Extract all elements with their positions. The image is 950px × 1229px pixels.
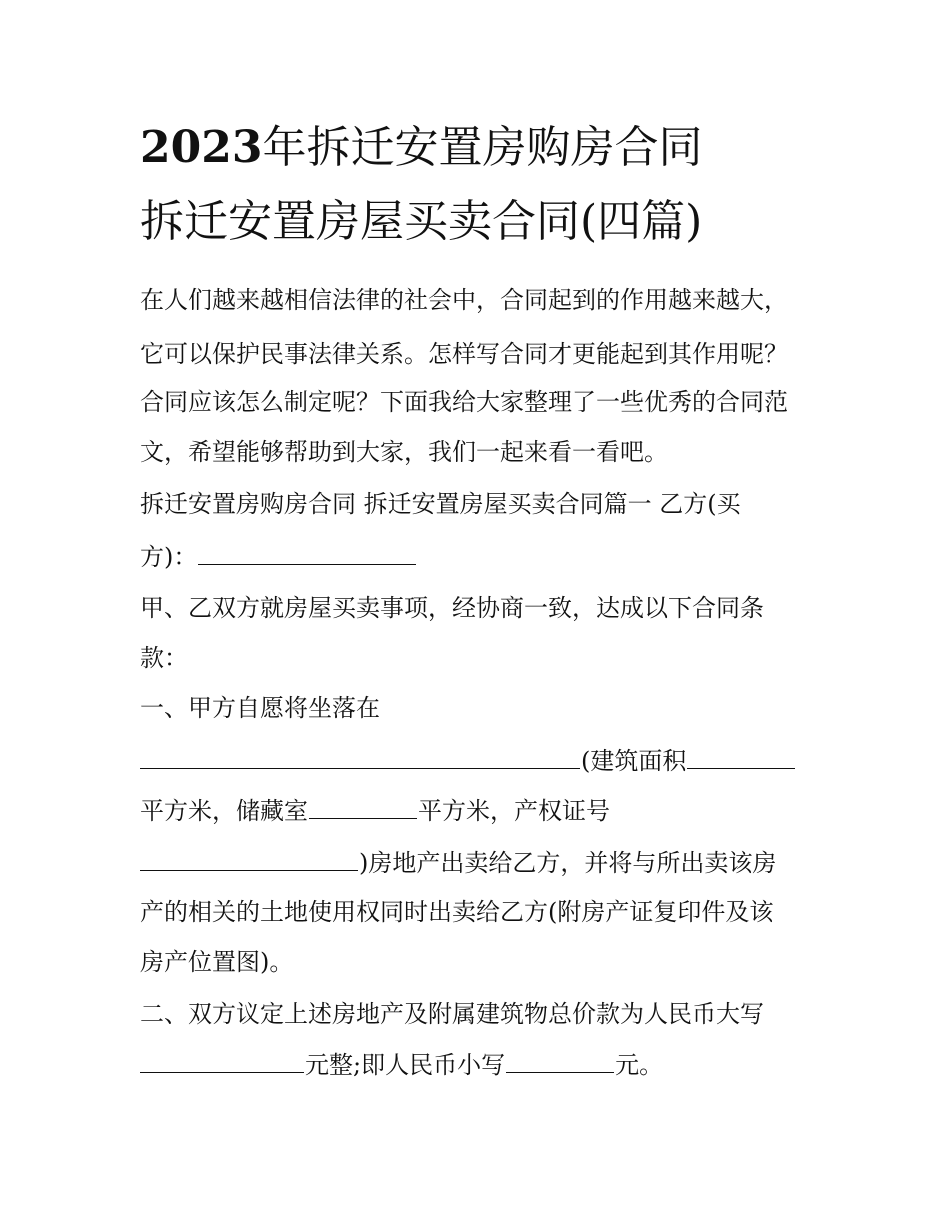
price-lowercase-blank[interactable]	[506, 1048, 614, 1073]
agreement-line-2: 款：	[140, 644, 188, 672]
price-uppercase-suffix: 元整;即人民币小写	[305, 1051, 506, 1079]
title-line-1-text: 年拆迁安置房购房合同	[262, 122, 703, 173]
building-area-label: (建筑面积	[581, 747, 687, 775]
clause-1-line-1: 一、甲方自愿将坐落在	[140, 694, 380, 722]
location-blank[interactable]	[140, 744, 580, 769]
intro-line-1: 在人们越来越相信法律的社会中，合同起到的作用越来越大，	[140, 286, 788, 314]
clause-1-sale-text: )房地产出卖给乙方，并将与所出卖该房	[359, 849, 777, 877]
clause-1-line-2	[140, 744, 820, 777]
clause-1-line-3	[140, 794, 820, 827]
agreement-line-1: 甲、乙双方就房屋买卖事项，经协商一致，达成以下合同条	[140, 594, 764, 622]
storage-label: 平方米，储藏室	[140, 797, 308, 825]
intro-line-2: 它可以保护民事法律关系。怎样写合同才更能起到其作用呢？	[140, 340, 788, 368]
price-lowercase-suffix: 元。	[615, 1051, 664, 1079]
clause-1-line-4	[140, 846, 820, 879]
clause-2-line-1: 二、双方议定上述房地产及附属建筑物总价款为人民币大写	[140, 1000, 764, 1028]
clause-1-line-5: 产的相关的土地使用权同时出卖给乙方(附房产证复印件及该	[140, 898, 774, 926]
intro-line-4: 文，希望能够帮助到大家，我们一起来看一看吧。	[140, 438, 668, 466]
price-uppercase-blank[interactable]	[140, 1048, 304, 1073]
intro-line-3: 合同应该怎么制定呢？下面我给大家整理了一些优秀的合同范	[140, 388, 788, 416]
storage-area-blank[interactable]	[309, 794, 417, 819]
building-area-blank[interactable]	[687, 744, 795, 769]
title-year: 2023	[140, 122, 263, 173]
clause-2-line-2	[140, 1048, 820, 1081]
section-heading-1: 拆迁安置房购房合同 拆迁安置房屋买卖合同篇一 乙方(买	[140, 490, 741, 518]
certificate-label: 平方米，产权证号	[418, 797, 610, 825]
buyer-label: 方)：	[140, 543, 198, 571]
buyer-line	[140, 540, 820, 573]
certificate-number-blank[interactable]	[140, 846, 358, 871]
clause-1-line-6: 房产位置图)。	[140, 948, 294, 976]
buyer-name-blank[interactable]	[198, 540, 416, 565]
document-title-line-2: 拆迁安置房屋买卖合同(四篇)	[140, 196, 703, 247]
document-title-line-1	[140, 120, 840, 176]
